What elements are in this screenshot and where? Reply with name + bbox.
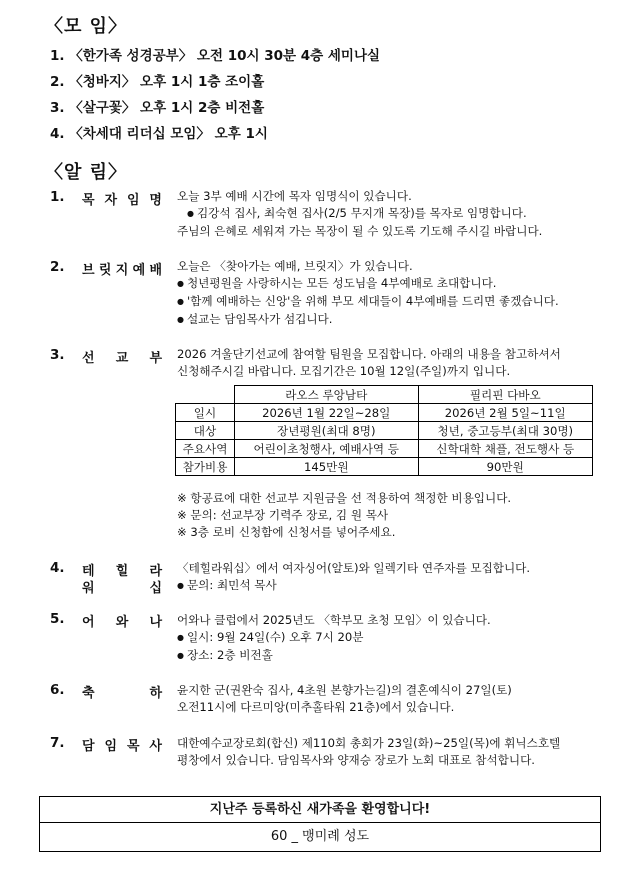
table-row-head: 일시 xyxy=(176,404,235,422)
notice-line: 대한예수교장로회(합신) 제110회 총회가 23일(화)~25일(목)에 휘닉스호텔 xyxy=(177,736,561,750)
notice-line: ● 일시: 9월 24일(수) 오후 7시 20분 xyxy=(177,629,491,647)
label-char: 축 xyxy=(82,686,95,701)
notice-line: 오전11시에 다르미앙(미추홀타워 21층)에서 있습니다. xyxy=(177,700,455,714)
label-char: 지 xyxy=(115,263,129,278)
notice-2-body xyxy=(177,258,559,329)
label-char: 배 xyxy=(149,263,162,278)
label-char: 어 xyxy=(82,615,95,630)
table-cell: 2026년 1월 22일~28일 xyxy=(235,404,419,422)
table-header-cell: 필리핀 다바오 xyxy=(418,386,592,404)
label-char: 라 xyxy=(149,564,162,579)
label-char: 자 xyxy=(104,193,118,208)
welcome-box xyxy=(39,796,601,852)
notice-line: 주님의 은혜로 세워져 가는 목장이 될 수 있도록 기도해 주시길 바랍니다. xyxy=(177,224,543,238)
label-char: 목 xyxy=(126,739,140,754)
notice-4-num: 4. xyxy=(50,560,65,576)
meeting-num: 4. xyxy=(50,126,65,142)
table-cell: 2026년 2월 5일~11일 xyxy=(418,404,592,422)
table-row xyxy=(176,440,593,458)
meeting-text: 〈차세대 리더십 모임〉 오후 1시 xyxy=(69,126,268,142)
notice-line: 윤지한 군(권완숙 집사, 4초원 본향가는길)의 결혼예식이 27일(토) xyxy=(177,683,512,697)
notice-6-num: 6. xyxy=(50,682,65,698)
notice-3-label xyxy=(82,347,162,366)
table-header-row xyxy=(176,386,593,404)
table-row xyxy=(176,422,593,440)
meeting-num: 3. xyxy=(50,100,65,116)
label-char: 명 xyxy=(149,193,162,208)
notice-line: 신청해주시길 바랍니다. 모집기간은 10월 12일(주일)까지 입니다. xyxy=(177,364,511,378)
welcome-title: 지난주 등록하신 새가족을 환영합니다! xyxy=(40,797,600,823)
table-row xyxy=(176,458,593,476)
meeting-num: 1. xyxy=(50,48,65,64)
notice-5-body xyxy=(177,612,491,665)
notice-4-label-row2 xyxy=(82,577,162,596)
notice-6-label xyxy=(82,682,162,701)
notice-line: ● 설교는 담임목사가 섬깁니다. xyxy=(177,311,559,329)
meeting-text: 〈살구꽃〉 오후 1시 2층 비전홀 xyxy=(69,100,265,116)
table-row-head: 참가비용 xyxy=(176,458,235,476)
notice-2-label xyxy=(82,259,162,278)
meeting-text: 〈한가족 성경공부〉 오전 10시 30분 4층 세미나실 xyxy=(69,48,381,64)
notice-3-num: 3. xyxy=(50,347,65,363)
notice-6-body xyxy=(177,682,512,716)
label-char: 테 xyxy=(82,564,95,579)
note-line: ※ 항공료에 대한 선교부 지원금을 선 적용하여 책정한 비용입니다. xyxy=(177,491,512,505)
table-header-cell xyxy=(176,386,235,404)
notice-line: ● 문의: 최민석 목사 xyxy=(177,577,530,595)
notice-line: ● 장소: 2층 비전홀 xyxy=(177,647,491,665)
note-line: ※ 3층 로비 신청함에 신청서를 넣어주세요. xyxy=(177,525,396,539)
label-char: 부 xyxy=(149,351,162,366)
note-line: ※ 문의: 선교부장 기력주 장로, 김 원 목사 xyxy=(177,508,389,522)
notice-2-num: 2. xyxy=(50,259,65,275)
label-char: 브 xyxy=(82,263,95,278)
notice-line: ● 청년평원을 사랑하시는 모든 성도님을 4부예배로 초대합니다. xyxy=(177,275,559,293)
notices-title: 〈알 림〉 xyxy=(45,162,128,183)
mission-table xyxy=(175,385,593,476)
notice-line: 오늘 3부 예배 시간에 목자 임명식이 있습니다. xyxy=(177,189,412,203)
table-cell: 145만원 xyxy=(235,458,419,476)
label-char: 선 xyxy=(82,351,95,366)
notice-line: 〈테힐라워십〉에서 여자싱어(알토)와 일렉기타 연주자를 모집합니다. xyxy=(177,561,531,575)
table-row-head: 주요사역 xyxy=(176,440,235,458)
notice-1-num: 1. xyxy=(50,189,65,205)
label-char: 임 xyxy=(126,193,140,208)
notice-7-num: 7. xyxy=(50,735,65,751)
table-cell: 90만원 xyxy=(418,458,592,476)
table-header-cell: 라오스 루앙남타 xyxy=(235,386,419,404)
label-char: 힐 xyxy=(115,564,129,579)
notice-line: 평창에서 있습니다. 담임목사와 양재승 장로가 노회 대표로 참석합니다. xyxy=(177,753,535,767)
welcome-entry: 60 _ 맹미례 성도 xyxy=(270,829,370,844)
label-char: 담 xyxy=(82,739,95,754)
meeting-item-3 xyxy=(50,96,264,116)
label-char: 사 xyxy=(149,739,162,754)
notice-3-notes xyxy=(177,490,511,541)
notice-1-body xyxy=(177,188,542,240)
notice-5-num: 5. xyxy=(50,611,65,627)
notice-7-body xyxy=(177,735,560,769)
notice-line: 어와나 클럽에서 2025년도 〈학부모 초청 모임〉이 있습니다. xyxy=(177,613,491,627)
notice-line: ● '함께 예배하는 신앙'을 위해 부모 세대들이 4부예배를 드리면 좋겠습니다. xyxy=(177,293,559,311)
notice-line: ● 김강석 집사, 최숙현 집사(2/5 무지개 목장)를 목자로 임명합니다. xyxy=(187,205,542,223)
notice-4-body xyxy=(177,560,530,595)
label-char: 나 xyxy=(149,615,162,630)
label-char: 워 xyxy=(82,581,95,596)
label-char: 십 xyxy=(149,581,162,596)
table-cell: 어린이초청행사, 예배사역 등 xyxy=(235,440,419,458)
table-cell: 신학대학 채플, 전도행사 등 xyxy=(418,440,592,458)
notice-5-label xyxy=(82,611,162,630)
label-char: 예 xyxy=(132,263,146,278)
label-char: 교 xyxy=(115,351,129,366)
label-char: 하 xyxy=(149,686,162,701)
label-char: 와 xyxy=(115,615,129,630)
notice-1-label xyxy=(82,189,162,208)
meetings-title: 〈모 임〉 xyxy=(45,16,128,37)
notice-7-label xyxy=(82,735,162,754)
table-row-head: 대상 xyxy=(176,422,235,440)
label-char: 릿 xyxy=(98,263,112,278)
meeting-item-2 xyxy=(50,70,264,90)
meeting-item-4 xyxy=(50,122,268,142)
notice-3-body xyxy=(177,346,561,380)
meeting-num: 2. xyxy=(50,74,65,90)
table-cell: 청년, 중고등부(최대 30명) xyxy=(418,422,592,440)
notice-line: 오늘은 〈찾아가는 예배, 브릿지〉가 있습니다. xyxy=(177,259,413,273)
label-char: 임 xyxy=(104,739,118,754)
meeting-text: 〈청바지〉 오후 1시 1층 조이홀 xyxy=(69,74,265,90)
notice-line: 2026 겨울단기선교에 참여할 팀원을 모집합니다. 아래의 내용을 참고하셔서 xyxy=(177,347,561,361)
table-cell: 장년평원(최대 8명) xyxy=(235,422,419,440)
label-char: 목 xyxy=(82,193,95,208)
meeting-item-1 xyxy=(50,44,380,64)
table-row xyxy=(176,404,593,422)
